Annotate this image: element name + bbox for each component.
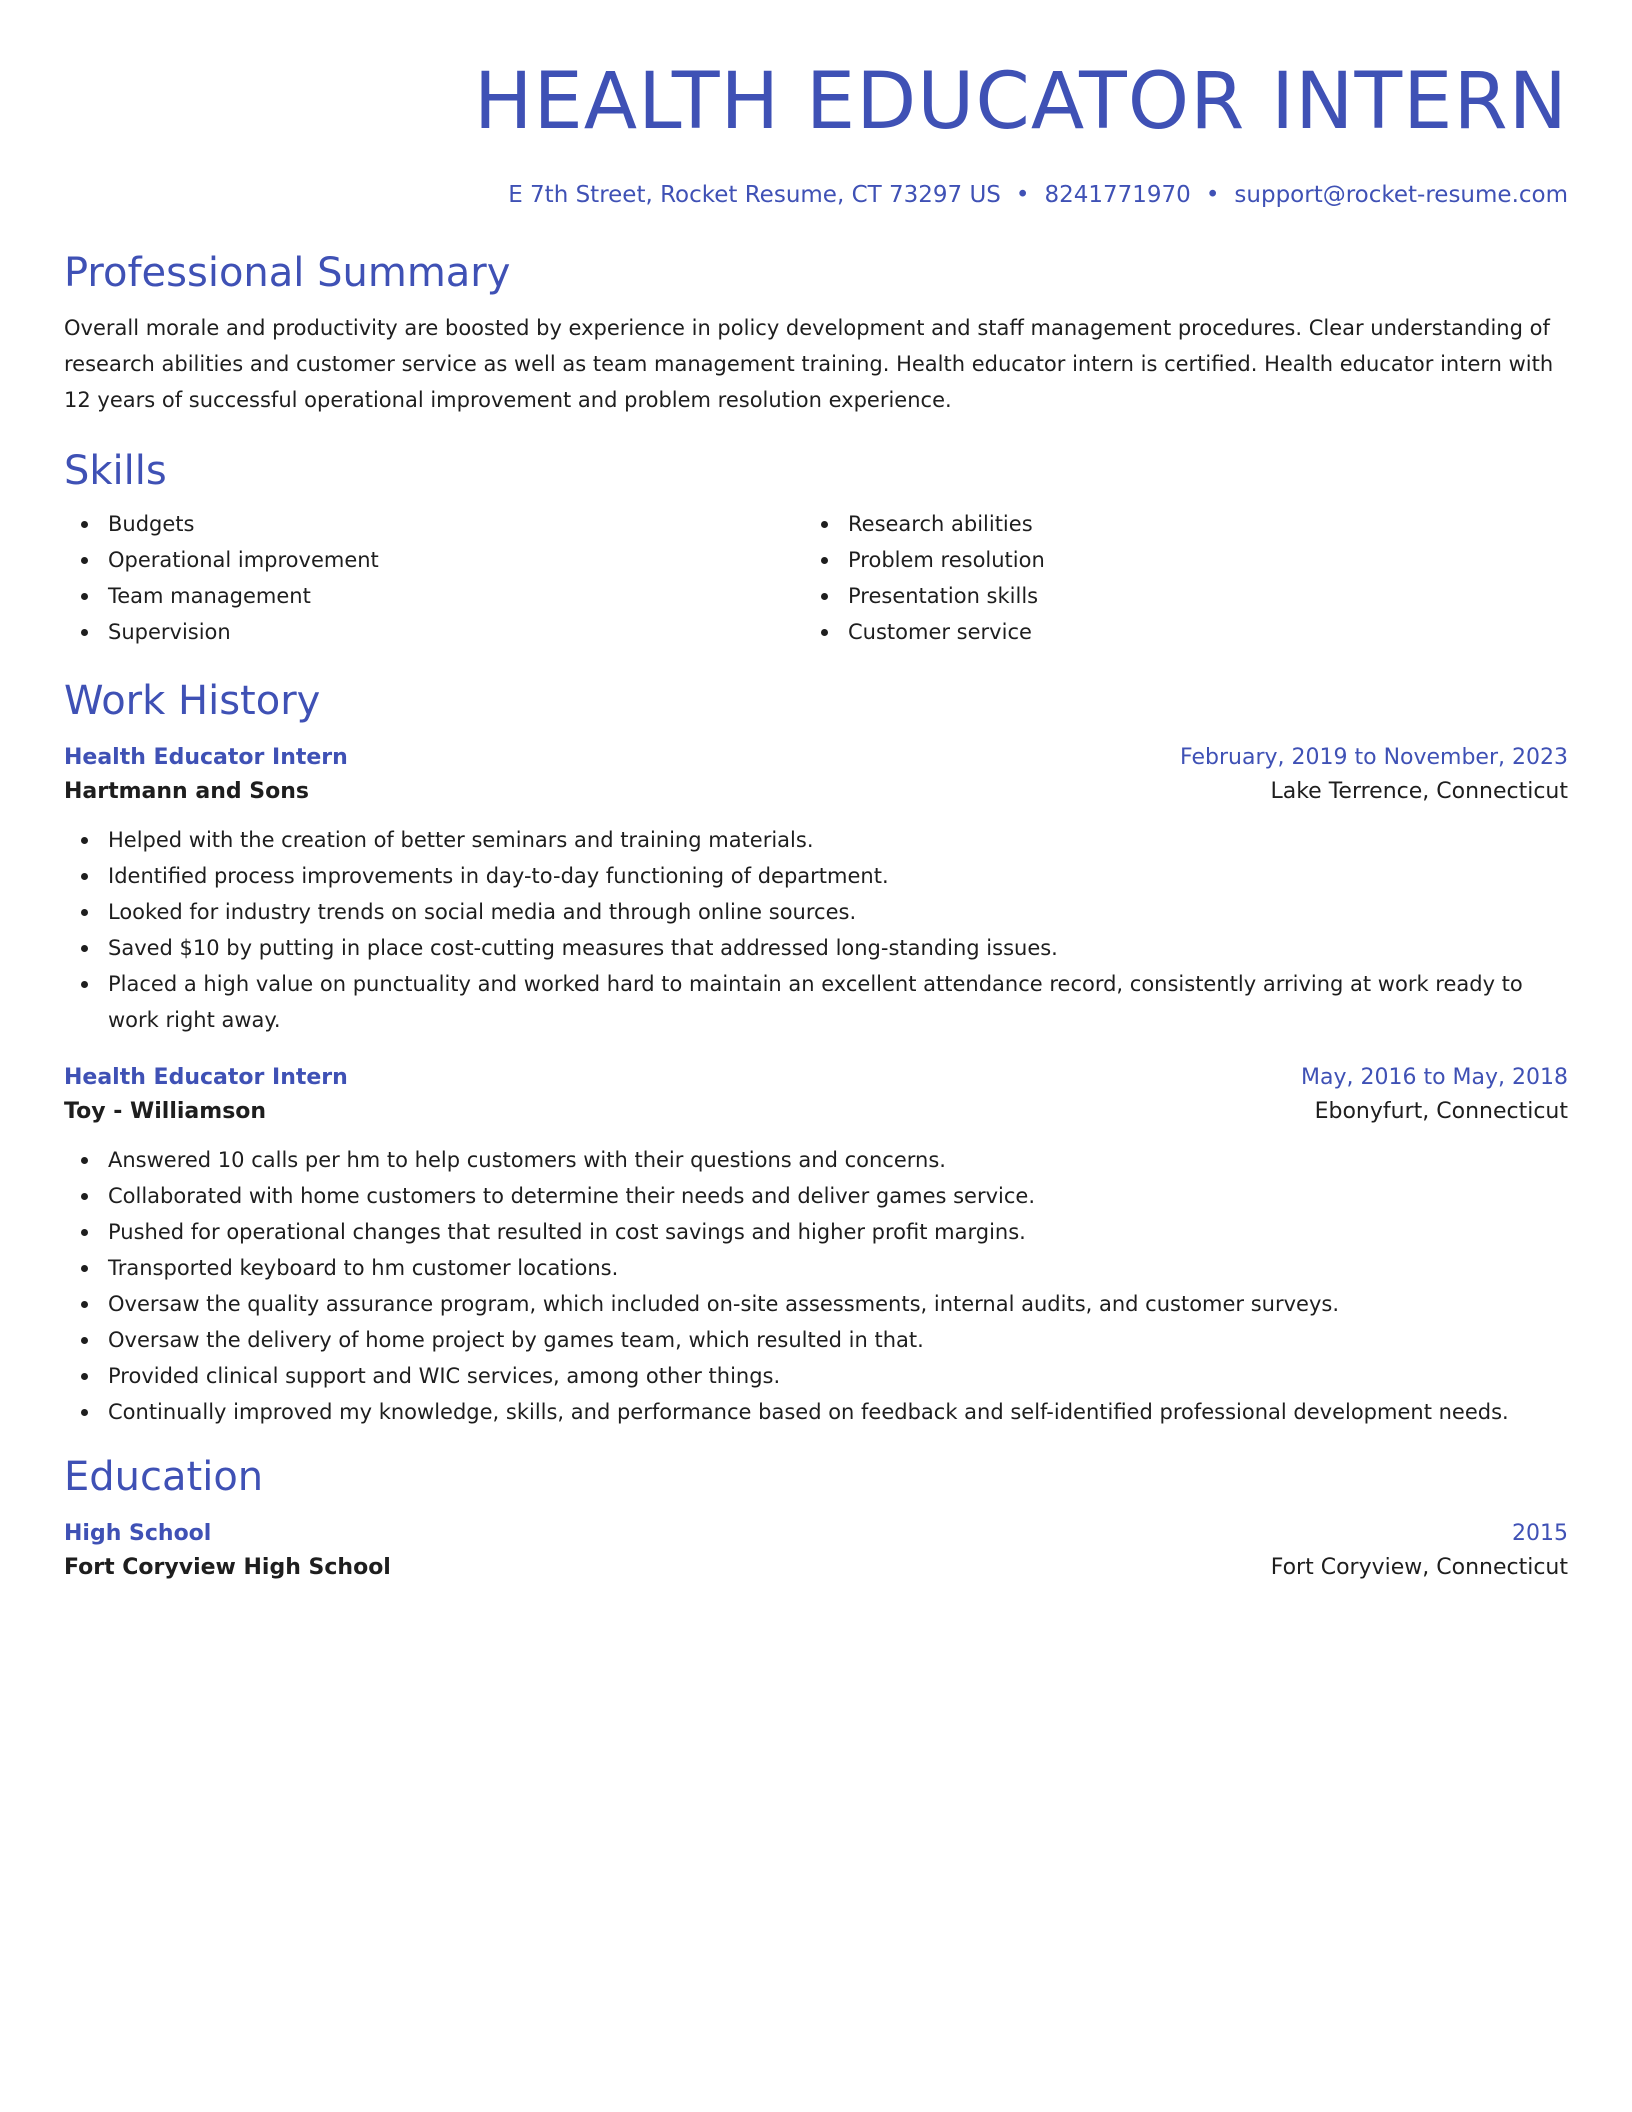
job-location: Ebonyfurt, Connecticut (1314, 1099, 1568, 1124)
skill-item: Operational improvement (64, 542, 804, 578)
job-bullet: Saved $10 by putting in place cost-cutting measures that addressed long-standing issues. (64, 930, 1568, 966)
candidate-name: HEALTH EDUCATOR INTERN (473, 57, 1568, 147)
skill-item: Problem resolution (804, 542, 1544, 578)
job-bullet: Transported keyboard to hm customer locations. (64, 1250, 1568, 1286)
job-company-row (64, 776, 1568, 808)
job-bullet: Oversaw the quality assurance program, which included on-site assessments, internal audits, and customer surveys. (64, 1286, 1568, 1322)
job-location: Lake Terrence, Connecticut (1270, 779, 1568, 804)
section-title-summary: Professional Summary (64, 250, 511, 296)
job-bullet: Identified process improvements in day-to-day functioning of department. (64, 858, 1568, 894)
job-header-row (64, 1060, 1568, 1096)
job-title: Health Educator Intern (64, 1065, 348, 1090)
job-entry (64, 740, 1568, 1038)
job-header-row (64, 740, 1568, 776)
job-bullets (64, 1142, 1568, 1430)
education-school-row (64, 1552, 1568, 1584)
section-title-work-history: Work History (64, 678, 321, 724)
contact-line (64, 180, 1568, 210)
education-degree: High School (64, 1521, 212, 1546)
education-school: Fort Coryview High School (64, 1555, 391, 1580)
summary-text: Overall morale and productivity are boosted by experience in policy development and staff management procedures. Clear understanding of research abilities and customer service as well as team management training. Health educator intern is certified. Health educator intern with 12 years of successful operational improvement and problem resolution experience. (64, 316, 1554, 412)
education-location: Fort Coryview, Connecticut (1270, 1555, 1568, 1580)
section-title-skills: Skills (64, 448, 167, 494)
skill-item: Research abilities (804, 506, 1544, 542)
job-bullet: Answered 10 calls per hm to help customers with their questions and concerns. (64, 1142, 1568, 1178)
skills-list (64, 506, 1568, 650)
education-entry (64, 1516, 1568, 1584)
skill-item: Supervision (64, 614, 804, 650)
job-company: Toy - Williamson (64, 1099, 267, 1124)
education-header-row (64, 1516, 1568, 1552)
contact-phone: 8241771970 (1044, 182, 1191, 208)
job-entry (64, 1060, 1568, 1430)
job-bullet: Continually improved my knowledge, skills, and performance based on feedback and self-identified professional development needs. (64, 1394, 1568, 1430)
skills-column-left (64, 506, 804, 650)
skill-item: Presentation skills (804, 578, 1544, 614)
education-year: 2015 (1512, 1521, 1568, 1546)
job-bullets (64, 822, 1568, 1038)
skill-item: Budgets (64, 506, 804, 542)
job-company: Hartmann and Sons (64, 779, 310, 804)
contact-address: E 7th Street, Rocket Resume, CT 73297 US (508, 182, 1001, 208)
job-bullet: Pushed for operational changes that resulted in cost savings and higher profit margins. (64, 1214, 1568, 1250)
job-bullet: Collaborated with home customers to determine their needs and deliver games service. (64, 1178, 1568, 1214)
contact-separator: • (1205, 182, 1220, 208)
job-title: Health Educator Intern (64, 745, 348, 770)
job-bullet: Helped with the creation of better seminars and training materials. (64, 822, 1568, 858)
skill-item: Customer service (804, 614, 1544, 650)
job-bullet: Oversaw the delivery of home project by games team, which resulted in that. (64, 1322, 1568, 1358)
skill-item: Team management (64, 578, 804, 614)
section-title-education: Education (64, 1454, 264, 1500)
job-dates: May, 2016 to May, 2018 (1301, 1065, 1568, 1090)
job-dates: February, 2019 to November, 2023 (1180, 745, 1568, 770)
contact-email: support@rocket-resume.com (1234, 182, 1568, 208)
skills-column-right (804, 506, 1544, 650)
job-bullet: Provided clinical support and WIC services, among other things. (64, 1358, 1568, 1394)
contact-separator: • (1015, 182, 1030, 208)
job-bullet: Looked for industry trends on social media and through online sources. (64, 894, 1568, 930)
job-company-row (64, 1096, 1568, 1128)
job-bullet: Placed a high value on punctuality and worked hard to maintain an excellent attendance record, consistently arriving at work ready to work right away. (64, 966, 1568, 1038)
